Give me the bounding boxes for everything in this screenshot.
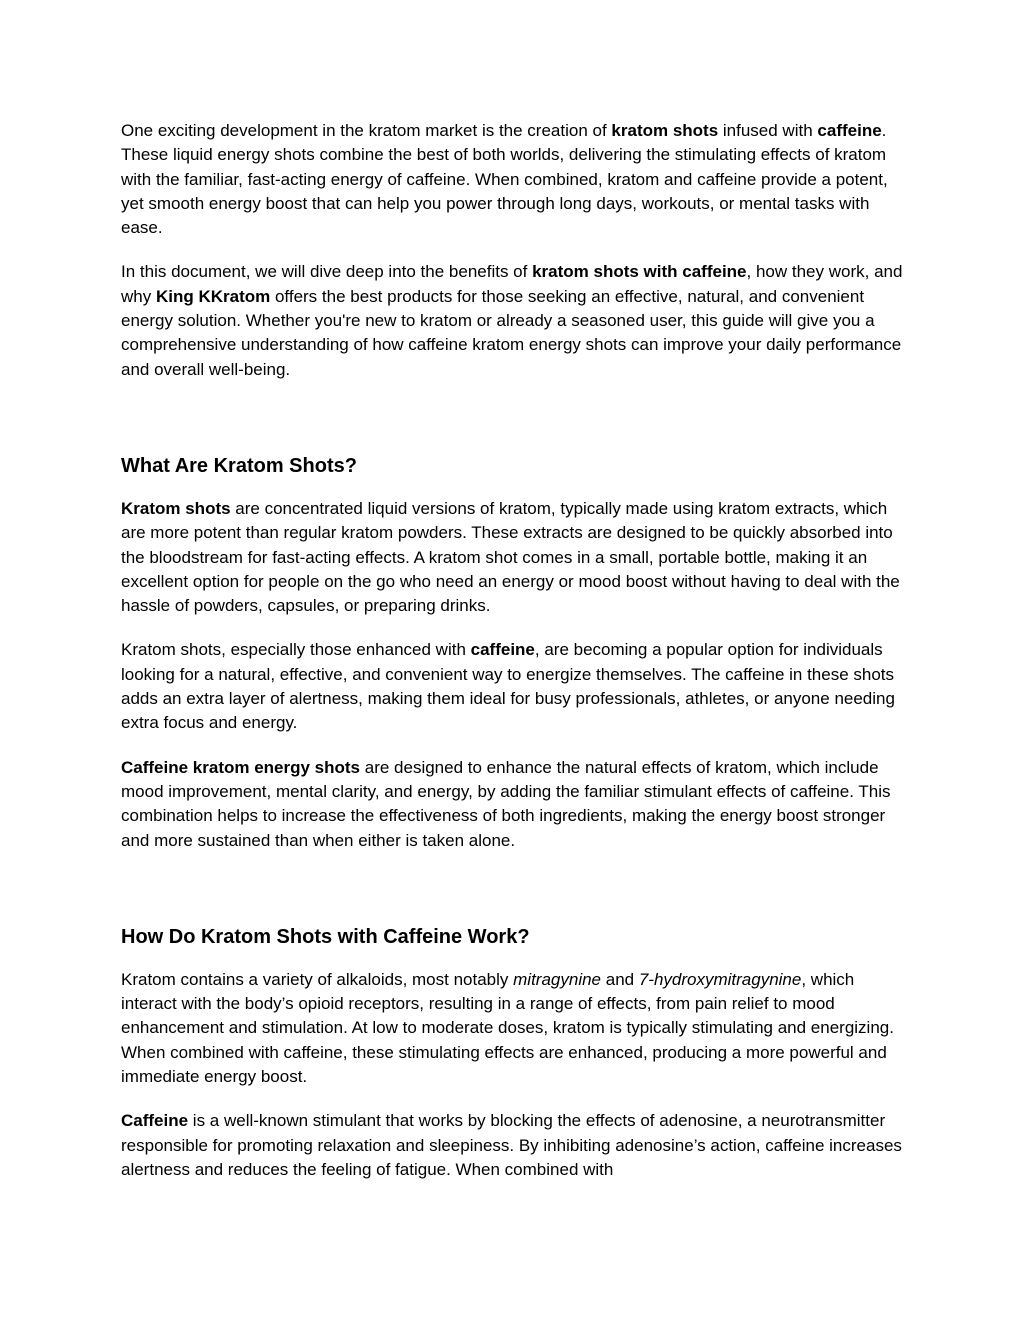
- text-run: Kratom contains a variety of alkaloids, most notably: [121, 969, 514, 989]
- what-paragraph-1: [121, 497, 911, 618]
- section-heading-how-do-kratom-shots-work: How Do Kratom Shots with Caffeine Work?: [121, 925, 530, 948]
- bold-term: kratom shots: [611, 121, 719, 140]
- what-paragraph-2: [121, 638, 911, 735]
- text-run: One exciting development in the kratom market is the creation of: [121, 121, 612, 140]
- how-paragraph-2: [121, 1109, 911, 1182]
- how-paragraph-1: [121, 968, 911, 1089]
- intro-paragraph-1: [121, 119, 911, 240]
- bold-term: King KKratom: [155, 286, 271, 306]
- text-run: In this document, we will dive deep into the benefits of: [121, 262, 533, 282]
- bold-term: Kratom shots: [121, 498, 231, 518]
- bold-term: kratom shots with caffeine: [532, 262, 747, 282]
- intro-paragraph-2: [121, 260, 911, 381]
- italic-term: mitragynine: [513, 969, 602, 989]
- italic-term: 7-hydroxymitragynine: [638, 969, 802, 989]
- text-run: offers the best products for those seeking an effective, natural, and convenient energy solution. Whether you're new to kratom or already a seasoned user, this guide will give you a comprehensive understanding of how caffeine kratom energy shots can improve your daily performance and overall well-being.: [121, 286, 902, 379]
- bold-term: caffeine: [470, 640, 535, 660]
- what-paragraph-3: [121, 756, 911, 853]
- text-run: are designed to enhance the natural effects of kratom, which include mood improvement, mental clarity, and energy, by adding the familiar stimulant effects of caffeine. This combination helps to increase the effectiveness of both ingredients, making the energy boost stronger and more sustained than when either is taken alone.: [121, 757, 891, 850]
- text-run: . These liquid energy shots combine the best of both worlds, delivering the stimulating effects of kratom with the familiar, fast-acting energy of caffeine. When combined, kratom and caffeine provide a potent, yet smooth energy boost that can help you power through long days, workouts, or mental tasks with ease.: [121, 121, 888, 238]
- bold-term: Caffeine kratom energy shots: [121, 757, 361, 777]
- text-run: infused with: [718, 121, 818, 140]
- text-run: , are becoming a popular option for individuals looking for a natural, effective, and convenient way to energize themselves. The caffeine in these shots adds an extra layer of alertness, making them ideal for busy professionals, athletes, or anyone needing extra focus and energy.: [121, 640, 895, 733]
- section-heading-what-are-kratom-shots: What Are Kratom Shots?: [121, 454, 357, 477]
- text-run: are concentrated liquid versions of kratom, typically made using kratom extracts, which are more potent than regular kratom powders. These extracts are designed to be quickly absorbed into the bloodstream for fast-acting effects. A kratom shot comes in a small, portable bottle, making it an excellent option for people on the go who need an energy or mood boost without having to deal with the hassle of powders, capsules, or preparing drinks.: [121, 498, 900, 616]
- text-run: Kratom shots, especially those enhanced with: [121, 640, 471, 660]
- text-run: is a well-known stimulant that works by blocking the effects of adenosine, a neurotransmitter responsible for promoting relaxation and sleepiness. By inhibiting adenosine’s action, caffeine increases alertness and reduces the feeling of fatigue. When combined with: [121, 1111, 902, 1179]
- bold-term: caffeine: [817, 121, 882, 140]
- document-page: [121, 119, 911, 1202]
- text-run: and: [601, 969, 639, 989]
- text-run: , which interact with the body’s opioid receptors, resulting in a range of effects, from pain relief to mood enhancement and stimulation. At low to moderate doses, kratom is typically stimulating and energizing. When combined with caffeine, these stimulating effects are enhanced, producing a more powerful and immediate energy boost.: [121, 969, 894, 1087]
- bold-term: Caffeine: [121, 1111, 189, 1131]
- text-run: , how they work, and why: [121, 262, 903, 306]
